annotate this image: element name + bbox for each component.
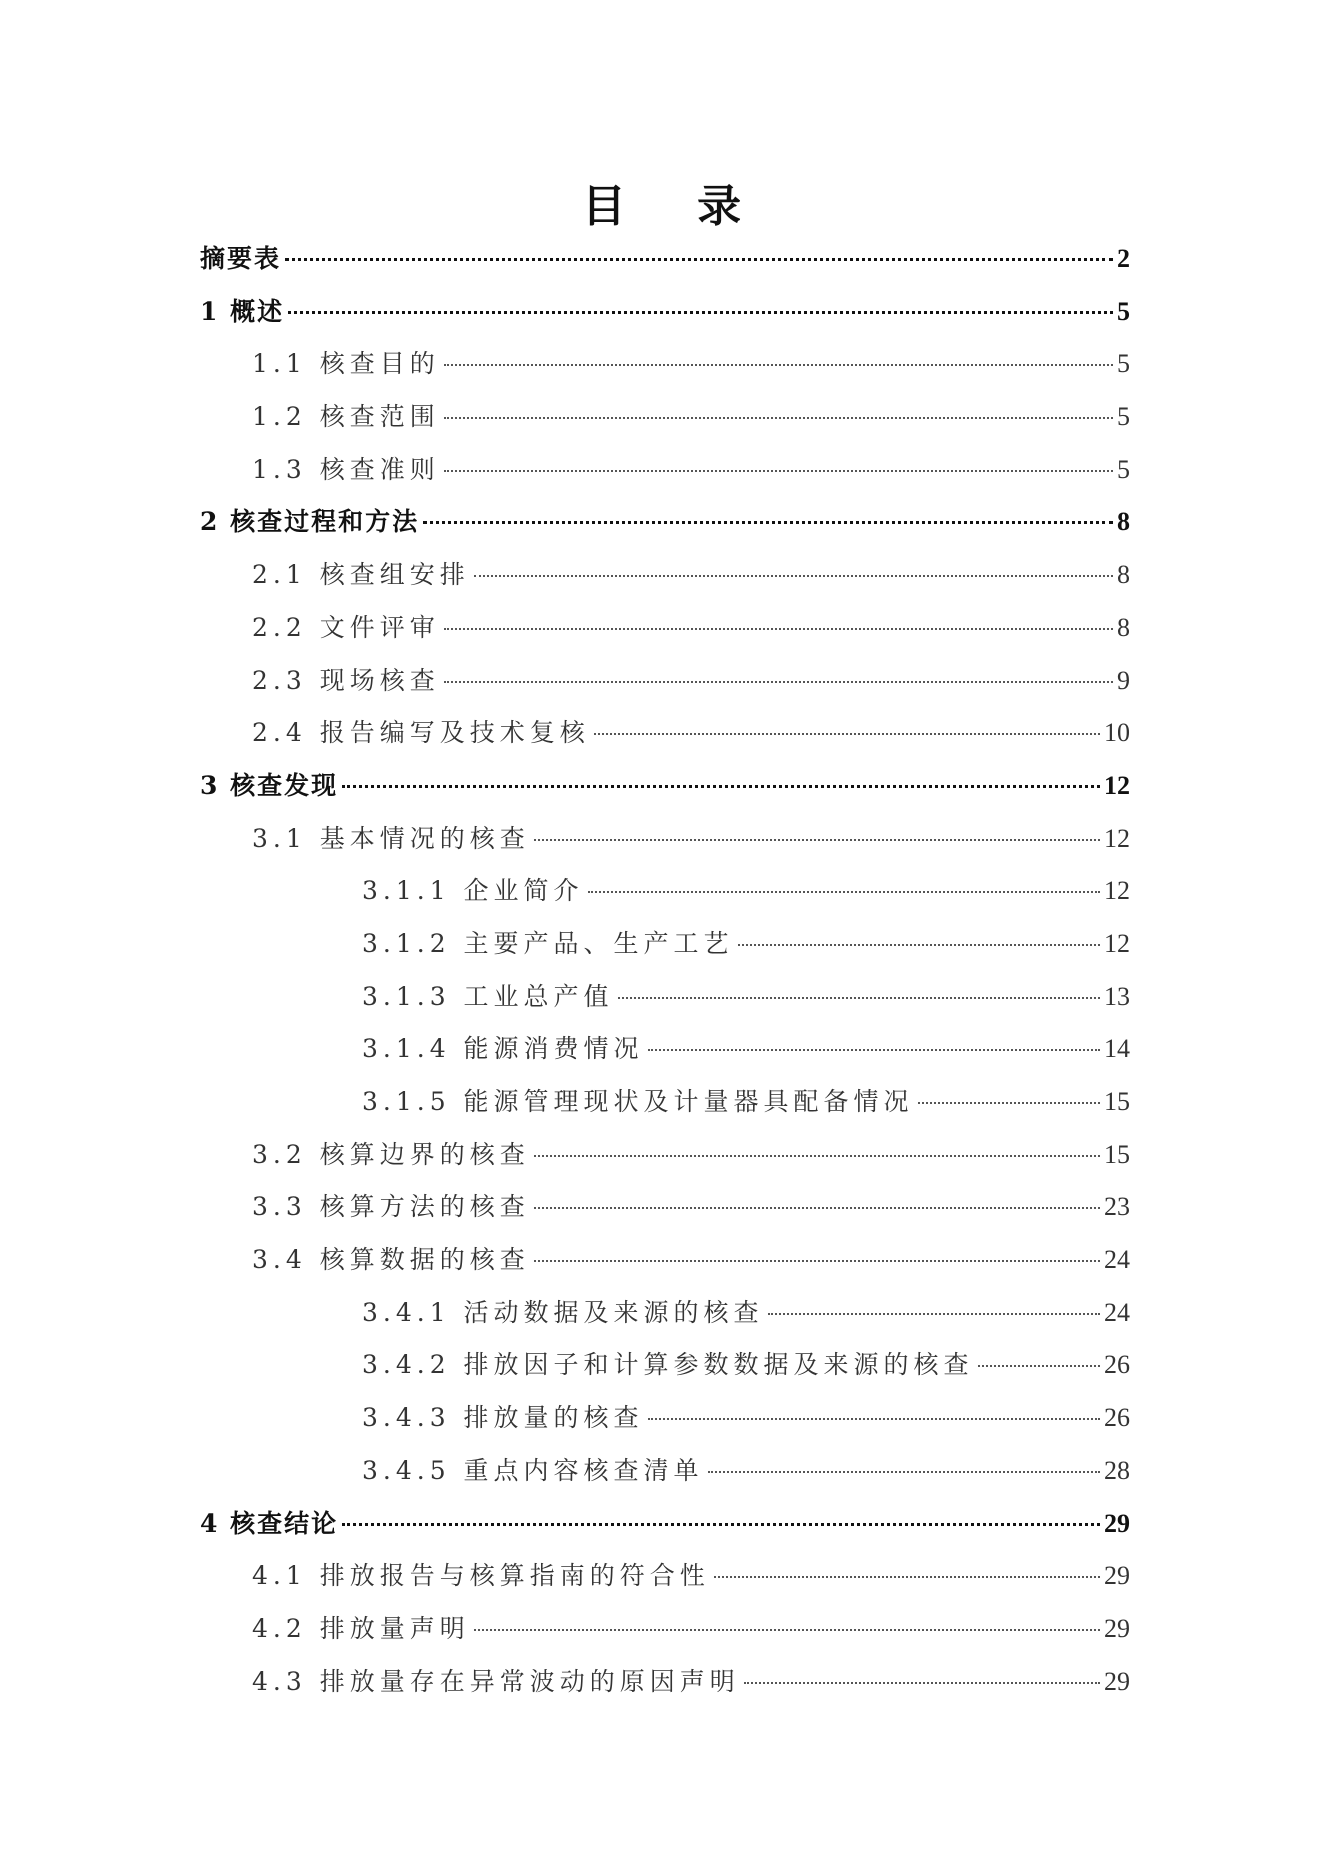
toc-entry-page-number: 5	[1117, 296, 1130, 326]
toc-entry-page-number: 12	[1104, 770, 1130, 800]
toc-entry-label: 1.1 核查目的	[252, 349, 440, 379]
toc-entry[interactable]	[200, 391, 1130, 444]
toc-dot-leader	[534, 1207, 1100, 1209]
toc-entry-label: 4.2 排放量声明	[252, 1613, 470, 1643]
toc-entry-page-number: 5	[1117, 349, 1130, 379]
toc-entry-page-number: 28	[1104, 1455, 1130, 1485]
toc-dot-leader	[978, 1365, 1100, 1367]
toc-dot-leader	[648, 1418, 1100, 1420]
toc-dot-leader	[285, 258, 1113, 261]
toc-entry[interactable]	[200, 1498, 1130, 1551]
toc-entry[interactable]	[200, 1445, 1130, 1498]
toc-entry-page-number: 14	[1104, 1034, 1130, 1064]
toc-entry[interactable]	[200, 1023, 1130, 1076]
toc-entry-page-number: 29	[1104, 1666, 1130, 1696]
toc-dot-leader	[444, 417, 1113, 419]
toc-dot-leader	[648, 1049, 1100, 1051]
toc-entry-label: 1.3 核查准则	[252, 454, 440, 484]
toc-entry[interactable]	[200, 1129, 1130, 1182]
toc-dot-leader	[534, 1155, 1100, 1157]
toc-dot-leader	[444, 364, 1113, 366]
toc-entry-label: 2.2 文件评审	[252, 612, 440, 642]
toc-entry-page-number: 8	[1117, 612, 1130, 642]
toc-entry-label: 4.3 排放量存在异常波动的原因声明	[252, 1666, 740, 1696]
toc-dot-leader	[342, 1523, 1100, 1526]
toc-entry[interactable]	[200, 707, 1130, 760]
toc-entry[interactable]	[200, 918, 1130, 971]
toc-entry-label: 2.4 报告编写及技术复核	[252, 718, 590, 748]
toc-entry-page-number: 2	[1117, 244, 1130, 273]
toc-entry-page-number: 23	[1104, 1192, 1130, 1222]
toc-entry-label: 3.1 基本情况的核查	[252, 823, 530, 853]
toc-entry-page-number: 26	[1104, 1403, 1130, 1433]
toc-entry-label: 3.3 核算方法的核查	[252, 1192, 530, 1222]
toc-dot-leader	[342, 785, 1100, 788]
toc-entry[interactable]	[200, 338, 1130, 391]
toc-entry-label: 3.2 核算边界的核查	[252, 1139, 530, 1169]
toc-entry-page-number: 12	[1104, 823, 1130, 853]
toc-dot-leader	[474, 1629, 1100, 1631]
toc-dot-leader	[534, 839, 1100, 841]
toc-entry-label: 3.4.5 重点内容核查清单	[362, 1455, 704, 1485]
toc-dot-leader	[744, 1682, 1100, 1684]
toc-entry-page-number: 15	[1104, 1139, 1130, 1169]
toc-entry-label: 2.1 核查组安排	[252, 560, 470, 590]
toc-dot-leader	[588, 891, 1100, 893]
toc-entry-page-number: 12	[1104, 928, 1130, 958]
toc-entry-page-number: 5	[1117, 454, 1130, 484]
toc-dot-leader	[594, 733, 1100, 735]
toc-entry-label: 3.4.1 活动数据及来源的核查	[362, 1297, 764, 1327]
toc-entry-page-number: 8	[1117, 507, 1130, 537]
toc-entry-label: 1.2 核查范围	[252, 402, 440, 432]
toc-entry[interactable]	[200, 1392, 1130, 1445]
toc-entry-label: 2 核查过程和方法	[200, 507, 420, 537]
toc-dot-leader	[738, 944, 1100, 946]
toc-entry-label: 1 概述	[200, 296, 285, 326]
toc-dot-leader	[423, 521, 1113, 524]
toc-entry-page-number: 9	[1117, 665, 1130, 695]
toc-entry[interactable]	[200, 286, 1130, 339]
toc-dot-leader	[918, 1102, 1100, 1104]
toc-dot-leader	[768, 1313, 1100, 1315]
toc-entry-label: 3.1.1 企业简介	[362, 876, 584, 906]
toc-entry-label: 2.3 现场核查	[252, 665, 440, 695]
toc-entry-label: 3.4 核算数据的核查	[252, 1245, 530, 1275]
toc-entry[interactable]	[200, 233, 1130, 286]
toc-title: 目 录	[581, 181, 770, 232]
toc-entry-page-number: 29	[1104, 1561, 1130, 1591]
toc-entry-label: 3.4.3 排放量的核查	[362, 1403, 644, 1433]
toc-entry[interactable]	[200, 655, 1130, 708]
toc-entry-label: 摘要表	[200, 244, 282, 273]
toc-dot-leader	[474, 575, 1113, 577]
toc-entry[interactable]	[200, 1234, 1130, 1287]
toc-dot-leader	[618, 997, 1100, 999]
toc-entry-page-number: 29	[1104, 1508, 1130, 1538]
toc-entry-page-number: 24	[1104, 1245, 1130, 1275]
toc-entry-label: 4.1 排放报告与核算指南的符合性	[252, 1561, 710, 1591]
toc-dot-leader	[444, 470, 1113, 472]
toc-entry[interactable]	[200, 1339, 1130, 1392]
toc-entry-page-number: 13	[1104, 981, 1130, 1011]
toc-dot-leader	[714, 1576, 1100, 1578]
toc-entry-page-number: 12	[1104, 876, 1130, 906]
toc-entry-page-number: 26	[1104, 1350, 1130, 1380]
toc-entry-page-number: 29	[1104, 1613, 1130, 1643]
toc-dot-leader	[444, 681, 1113, 683]
toc-entry-label: 3.1.2 主要产品、生产工艺	[362, 928, 734, 958]
toc-dot-leader	[288, 311, 1113, 314]
toc-entry[interactable]	[200, 760, 1130, 813]
toc-entry[interactable]	[200, 971, 1130, 1024]
toc-dot-leader	[534, 1260, 1100, 1262]
toc-entry[interactable]	[200, 813, 1130, 866]
toc-entry-label: 3 核查发现	[200, 770, 339, 800]
toc-entry-label: 3.1.5 能源管理现状及计量器具配备情况	[362, 1087, 914, 1116]
toc-dot-leader	[444, 628, 1113, 630]
toc-entry-page-number: 15	[1104, 1087, 1130, 1116]
toc-entry[interactable]	[200, 865, 1130, 918]
toc-entry-page-number: 8	[1117, 560, 1130, 590]
toc-entry[interactable]	[200, 444, 1130, 497]
toc-entry[interactable]	[200, 1287, 1130, 1340]
toc-entry[interactable]	[200, 1656, 1130, 1709]
toc-entry[interactable]	[200, 1181, 1130, 1234]
toc-entry[interactable]	[200, 1603, 1130, 1656]
toc-entry[interactable]	[200, 496, 1130, 549]
toc-entry-page-number: 10	[1104, 718, 1130, 748]
table-of-contents	[200, 233, 1130, 1708]
toc-entry-label: 3.1.3 工业总产值	[362, 981, 614, 1011]
toc-entry-page-number: 5	[1117, 402, 1130, 432]
toc-dot-leader	[708, 1471, 1100, 1473]
toc-entry[interactable]	[200, 602, 1130, 655]
toc-entry-page-number: 24	[1104, 1297, 1130, 1327]
toc-entry[interactable]	[200, 549, 1130, 602]
toc-entry[interactable]	[200, 1550, 1130, 1603]
toc-entry-label: 4 核查结论	[200, 1508, 339, 1538]
toc-entry-label: 3.4.2 排放因子和计算参数数据及来源的核查	[362, 1350, 974, 1380]
toc-entry-label: 3.1.4 能源消费情况	[362, 1034, 644, 1064]
toc-entry[interactable]	[200, 1076, 1130, 1129]
